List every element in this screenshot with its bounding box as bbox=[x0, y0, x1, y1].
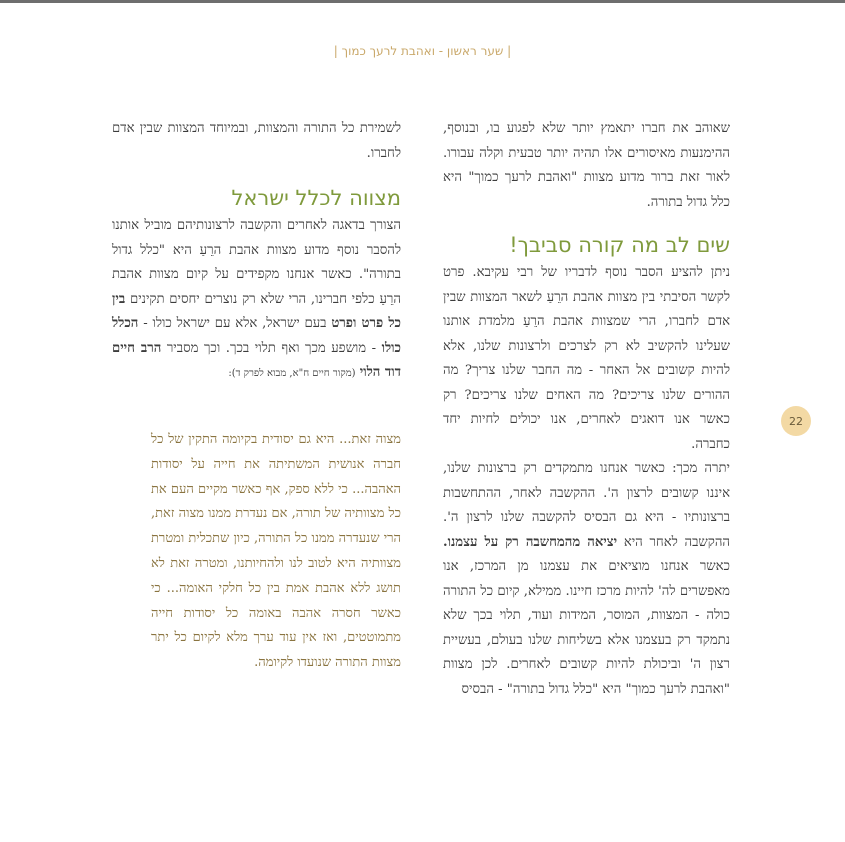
right-column-paragraph-2 bbox=[443, 457, 730, 702]
left-column bbox=[112, 117, 401, 387]
right-column-paragraph-1: ניתן להציע הסבר נוסף לדבריו של רבי עקיבא. פרט לקשר הסיבתי בין מצוות אהבת הרֵעַ לשאר המצוות שבין אדם לחברו, הרי שמצוות אהבת הרֵעַ מלמדת אותנו שעלינו להקשיב לא רק לצרכים ולרצונות שלנו, אלא להיות קשובים אל האחר - מה החבר שלנו צריך? מה ההורים שלנו צריכים? מה האחים שלנו צריכים? רק כאשר אנו דואגים לאחרים, אנו יכולים לחיות יחד כחברה. bbox=[443, 265, 730, 452]
left-paragraph-bold-3: הרב חיים דוד הלוי bbox=[112, 340, 401, 380]
quote-block bbox=[151, 428, 401, 676]
running-header: | שער ראשון - ואהבת לרעך כמוך | bbox=[333, 44, 512, 58]
right-column-intro: שאוהב את חברו יתאמץ יותר שלא לפגוע בו, ובנוסף, ההימנעות מאיסורים אלו תהיה יותר טבעית וקלה עבורו. לאור זאת ברור מדוע מצוות "ואהבת לרעך כמוך" היא כלל גדול בתורה. bbox=[443, 121, 730, 210]
left-column-intro: לשמירת כל התורה והמצוות, ובמיוחד המצוות שבין אדם לחברו. bbox=[112, 121, 401, 161]
paragraph-2-text-b: כאשר אנחנו מוציאים את עצמנו מן המרכז, אנו מאפשרים לה' להיות מרכז חיינו. ממילא, קיום כל התורה כולה - המצוות, המוסר, המידות ועוד, תלוי בכך שלא נתמקד רק בעצמנו אלא בשליחות שלנו בעולם, בעשיית רצון ה' וביכולת להיות קשובים לאחרים. לכן מצוות "ואהבת לרעך כמוך" היא "כלל גדול בתורה" - הבסיס bbox=[443, 559, 730, 697]
section-heading-notice: שים לב מה קורה סביבך! bbox=[509, 233, 730, 257]
page-number-badge: 22 bbox=[781, 406, 811, 436]
top-border-rule bbox=[0, 0, 845, 3]
left-column-paragraph bbox=[112, 214, 401, 387]
paragraph-2-text-a: יתרה מכך: כאשר אנחנו מתמקדים רק ברצונות שלנו, איננו קשובים לרצון ה'. ההקשבה לאחר, ההתחשבות ברצונותיו - היא גם הבסיס להקשבה שלנו לרצון ה'. ההקשבה לאחר היא bbox=[443, 461, 731, 550]
source-citation: (מקור חיים ח"א, מבוא לפרק ד): bbox=[228, 368, 356, 379]
right-column bbox=[443, 117, 730, 702]
section-heading-klal-israel: מצווה לכלל ישראל bbox=[231, 186, 401, 210]
left-paragraph-bold-1: בין כל פרט ופרט bbox=[112, 291, 401, 331]
quote-text: מצוה זאת... היא גם יסודית בקיומה התקין של כל חברה אנושית המשתיתה את חייה על יסודות האהבה... כי ללא ספק, אף כאשר מקיים העם את כל מצוותיה של תורה, אם נעדרת ממנו מצוה זאת, הרי שנעדרה ממנו כל התורה, כיון שתכלית ומטרת מצוותיה היא לטוב לנו ולהחיותנו, ומטרה זאת לא תושג ללא אהבת אמת בין כל חלקי האומה... כי כאשר חסרה אהבה באומה כל יסודות חייה מתמוטטים, ואז אין עוד ערך מלא לקיום כל יתר מצוות התורה שנועדו לקיומה. bbox=[151, 432, 401, 671]
left-paragraph-bold-2: הכלל כולו bbox=[112, 316, 402, 356]
left-paragraph-text-c: - מושפע מכך ואף תלוי בכך. וכך מסביר bbox=[166, 340, 377, 356]
left-paragraph-text-b: בעם ישראל, אלא עם ישראל כולו - bbox=[143, 316, 327, 331]
left-paragraph-text-a: הצורך בדאגה לאחרים והקשבה לרצונותיהם מוביל אותנו להסבר נוסף מדוע מצוות אהבת הרֵעַ היא "כלל גדול בתורה". כאשר אנחנו מקפידים על קיום מצוות אהבת הרֵעַ כלפי חברינו, הרי שלא רק נוצרים יחסים תקינים bbox=[112, 218, 401, 307]
paragraph-2-bold-phrase: יציאה מהמחשבה רק על עצמנו. bbox=[443, 534, 618, 550]
